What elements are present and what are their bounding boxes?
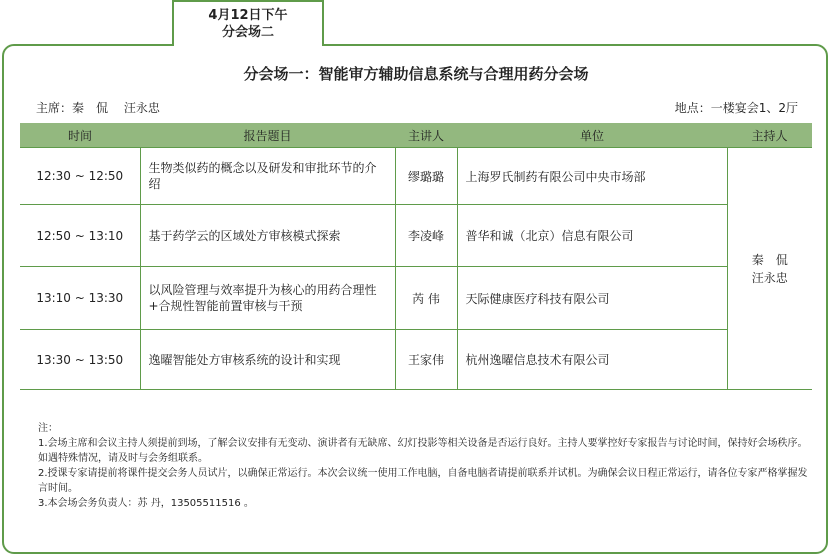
header-speaker: 主讲人 — [395, 123, 457, 148]
note-item: 1.会场主席和会议主持人须提前到场，了解会议安排有无变动、演讲者有无缺席、幻灯投影等相关设备是否运行良好。主持人要掌控好专家报告与讨论时间，保持好会场秩序。如遇特殊情况，请及时与会务组联系。 — [38, 438, 808, 464]
row-time: 13:10 ~ 13:30 — [20, 267, 140, 330]
host-name-2: 汪永忠 — [751, 270, 788, 285]
note-item: 2.授课专家请提前将课件提交会务人员试片，以确保正常运行。本次会议统一使用工作电脑，自备电脑者请提前联系并试机。为确保会议日程正常运行，请各位专家严格掌握发言时间。 — [38, 468, 808, 494]
notes — [38, 421, 808, 511]
table-row — [20, 205, 812, 267]
header-topic: 报告题目 — [140, 123, 395, 148]
row-time: 12:30 ~ 12:50 — [20, 148, 140, 205]
tab-date: 4月12日下午 — [208, 8, 288, 23]
row-unit: 天际健康医疗科技有限公司 — [457, 267, 727, 330]
note-item: 3.本会场会务负责人：苏 丹，13505511516 。 — [38, 498, 254, 509]
chair-info: 主席：秦 侃 汪永忠 — [36, 101, 160, 115]
session-tab — [172, 0, 324, 44]
notes-head: 注： — [38, 423, 58, 434]
row-speaker: 缪璐璐 — [395, 148, 457, 205]
row-speaker: 王家伟 — [395, 330, 457, 390]
table-row — [20, 330, 812, 390]
row-unit: 杭州逸曜信息技术有限公司 — [457, 330, 727, 390]
row-topic: 逸曜智能处方审核系统的设计和实现 — [140, 330, 395, 390]
table-row — [20, 148, 812, 205]
header-time: 时间 — [20, 123, 140, 148]
tab-venue: 分会场二 — [221, 25, 274, 40]
table-header — [20, 123, 812, 148]
row-topic: 基于药学云的区域处方审核模式探索 — [140, 205, 395, 267]
row-topic: 以风险管理与效率提升为核心的用药合理性+合规性智能前置审核与干预 — [140, 267, 395, 330]
host-cell — [727, 148, 812, 390]
header-unit: 单位 — [457, 123, 727, 148]
row-time: 13:30 ~ 13:50 — [20, 330, 140, 390]
row-unit: 上海罗氏制药有限公司中央市场部 — [457, 148, 727, 205]
row-speaker: 李凌峰 — [395, 205, 457, 267]
page-title: 分会场一：智能审方辅助信息系统与合理用药分会场 — [243, 65, 589, 83]
tab-joint — [174, 42, 322, 48]
row-topic: 生物类似药的概念以及研发和审批环节的介绍 — [140, 148, 395, 205]
schedule-table — [20, 123, 812, 390]
row-speaker: 芮 伟 — [395, 267, 457, 330]
location-info: 地点：一楼宴会1、2厅 — [674, 101, 798, 115]
host-name-1: 秦 侃 — [751, 252, 788, 267]
row-unit: 普华和诚（北京）信息有限公司 — [457, 205, 727, 267]
header-host: 主持人 — [727, 123, 812, 148]
table-row — [20, 267, 812, 330]
row-time: 12:50 ~ 13:10 — [20, 205, 140, 267]
